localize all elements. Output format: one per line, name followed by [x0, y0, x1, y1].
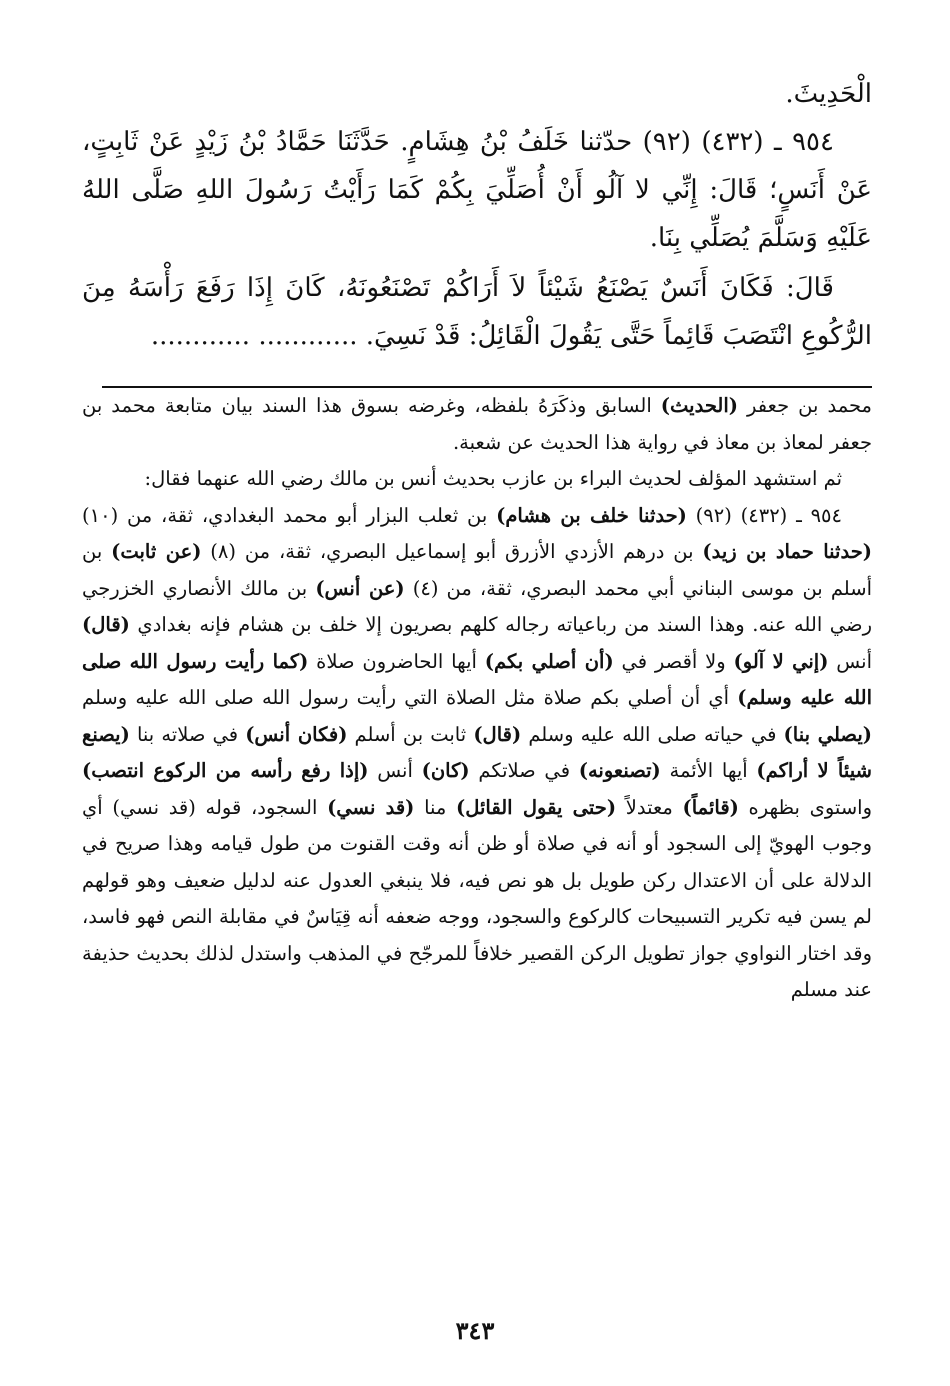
- commentary-bold-text: (قائماً): [682, 795, 739, 819]
- commentary-text: ثابت بن أسلم: [347, 722, 474, 746]
- commentary-text: في صلاته بنا: [129, 722, 246, 746]
- commentary-bold-text: (قال): [82, 613, 130, 636]
- commentary-bold-text: (إني لا آلو): [733, 649, 829, 673]
- commentary-text: بن ثعلب البزار أبو محمد البغدادي، ثقة، من (١٠): [82, 503, 497, 527]
- commentary-text: أنس: [828, 649, 873, 673]
- commentary-paragraph-3: [82, 498, 872, 1009]
- commentary-bold-text: (أن أصلي بكم): [484, 649, 614, 673]
- commentary-bold-text: (إذا رفع رأسه من الركوع انتصب): [82, 759, 369, 782]
- commentary-bold-text: (تصنعونه): [578, 759, 661, 782]
- commentary-bold-text: (فكان أنس): [245, 722, 348, 746]
- commentary-bold-text: (عن ثابت): [111, 540, 202, 563]
- commentary-text: ولا أقصر في: [613, 649, 734, 673]
- commentary-text: أي أن أصلي بكم صلاة مثل الصلاة التي رأيت رسول الله صلى الله عليه وسلم: [82, 686, 738, 709]
- commentary-text: السجود، قوله (قد نسي) أي وجوب الهويّ إلى السجود أو أنه في صلاة أو ظن أنه وقت القنوت من طول قيامه وهذا صريح في الدلالة على أن الاعتدال ركن طويل بل هو نص فيه، فلا ينبغي العدول عنه لدليل ضعيف وهو قولهم لم يسن فيه تكرير التسبيحات كالركوع والسجود، ووجه ضعفه أنه قِيَاسٌ في مقابلة النص فهو فاسد، وقد اختار النواوي جواز تطويل الركن القصير خلافاً للمرجّح في المذهب واستدل لذلك بحديث حذيفة عند مسلم: [82, 795, 872, 1001]
- hadith-line-top: الْحَدِيثَ.: [785, 79, 872, 109]
- commentary-bold-text: (يصلي بنا): [783, 722, 872, 746]
- commentary-bold-text: (يصنع شيئاً لا أراكم): [82, 722, 872, 782]
- commentary-text: منا: [414, 795, 457, 819]
- commentary-bold-text: (عن أنس): [315, 576, 405, 600]
- commentary-text: واستوى بظهره: [738, 795, 872, 819]
- commentary-bold-text: (قد نسي): [327, 795, 415, 819]
- commentary-text: ٩٥٤ ـ (٤٣٢) (٩٢): [686, 503, 842, 527]
- commentary-bold-text: (حتى يقول القائل): [456, 795, 617, 819]
- commentary-bold-text: (كما رأيت رسول الله صلى الله عليه وسلم): [82, 649, 872, 709]
- commentary-text: في حياته صلى الله عليه وسلم: [521, 722, 784, 746]
- commentary-text: بن مالك الأنصاري الخزرجي رضي الله عنه. وهذا السند من رباعياته رجاله كلهم بصريون إلا خلف بن هشام فإنه بغدادي: [82, 576, 872, 636]
- commentary-bold-text: (كان): [421, 759, 470, 782]
- commentary-bold-text: (الحديث): [660, 394, 738, 417]
- commentary-text: أنس: [368, 759, 422, 782]
- book-page: [82, 70, 872, 1009]
- commentary-paragraph-1: [82, 388, 872, 461]
- commentary-text: أيها الأئمة: [660, 759, 757, 782]
- hadith-text: [82, 70, 872, 360]
- commentary-text: السابق وذكَرَهُ بلفظه، وغرضه بسوق هذا السند بيان متابعة محمد بن جعفر لمعاذ بن معاذ في رواية هذا الحديث عن شعبة.: [82, 394, 872, 454]
- hadith-paragraph-2: قَالَ: فَكَانَ أَنَسٌ يَصْنَعُ شَيْئاً لاَ أَرَاكُمْ تَصْنَعُونَهُ، كَانَ إِذَا رَفَعَ رَأْسَهُ مِنَ الرُّكُوعِ انْتَصَبَ قَائِماً حَتَّى يَقُولَ الْقَائِلُ: قَدْ نَسِيَ. ............ ............: [82, 273, 872, 351]
- page-number: ٣٤٣: [455, 1316, 495, 1345]
- commentary-paragraph-2: ثم استشهد المؤلف لحديث البراء بن عازب بحديث أنس بن مالك رضي الله عنهما فقال:: [144, 467, 842, 490]
- commentary-bold-text: (قال): [473, 722, 522, 746]
- commentary-bold-text: (حدثنا خلف بن هشام): [496, 503, 687, 527]
- commentary-bold-text: (حدثنا حماد بن زيد): [702, 540, 872, 563]
- hadith-paragraph-1: ٩٥٤ ـ (٤٣٢) (٩٢) حدّثنا خَلَفُ بْنُ هِشَامٍ. حَدَّثَنَا حَمَّادُ بْنُ زَيْدٍ عَنْ ثَابِتٍ، عَنْ أَنَسٍ؛ قَالَ: إِنِّي لا آلُو أَنْ أُصَلِّيَ بِكُمْ كَمَا رَأَيْتُ رَسُولَ اللهِ صَلَّى اللهُ عَلَيْهِ وَسَلَّمَ يُصَلِّي بِنَا.: [82, 127, 872, 253]
- commentary-text: محمد بن جعفر: [738, 394, 872, 417]
- commentary-text: بن درهم الأزدي الأزرق أبو إسماعيل البصري، ثقة، من (٨): [201, 540, 703, 563]
- commentary-text: في صلاتكم: [469, 759, 579, 782]
- commentary: [82, 388, 872, 1009]
- commentary-text: بن أسلم بن موسى البناني أبي محمد البصري، ثقة، من (٤): [82, 540, 873, 600]
- commentary-text: أيها الحاضرون صلاة: [308, 649, 485, 673]
- commentary-text: معتدلاً: [616, 795, 683, 819]
